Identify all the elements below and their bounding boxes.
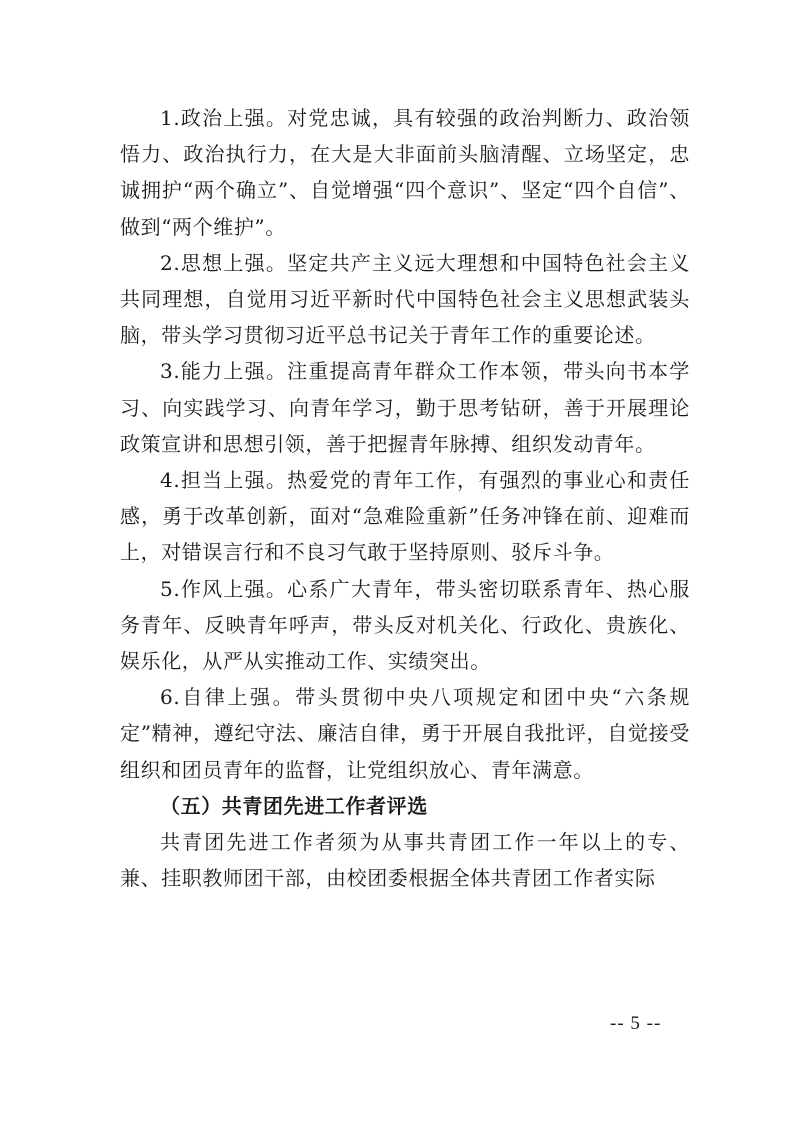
paragraph-ability: 3.能力上强。注重提高青年群众工作本领，带头向书本学习、向实践学习、向青年学习，勤于思考钻研，善于开展理论政策宣讲和思想引领，善于把握青年脉搏、组织发动青年。 <box>120 359 690 456</box>
paragraph-work-style: 5.作风上强。心系广大青年，带头密切联系青年、热心服务青年、反映青年呼声，带头反对机关化、行政化、贵族化、娱乐化，从严从实推动工作、实绩突出。 <box>120 576 690 674</box>
paragraph-self-discipline: 6.自律上强。带头贯彻中央八项规定和团中央“六条规定”精神，遵纪守法、廉洁自律，勇于开展自我批评，自觉接受组织和团员青年的监督，让党组织放心、青年满意。 <box>120 685 690 782</box>
document-page <box>120 100 690 896</box>
section-paragraph: 共青团先进工作者须为从事共青团工作一年以上的专、兼、挂职教师团干部，由校团委根据全体共青团工作者实际 <box>120 830 690 891</box>
paragraph-responsibility: 4.担当上强。热爱党的青年工作，有强烈的事业心和责任感，勇于改革创新，面对“急难险重新”任务冲锋在前、迎难而上，对错误言行和不良习气敢于坚持原则、驳斥斗争。 <box>120 468 690 565</box>
section-heading: （五）共青团先进工作者评选 <box>160 793 428 818</box>
page-number: -- 5 -- <box>610 1013 662 1034</box>
paragraph-political: 1.政治上强。对党忠诚，具有较强的政治判断力、政治领悟力、政治执行力，在大是大非面前头脑清醒、立场坚定，忠诚拥护“两个确立”、自觉增强“四个意识”、坚定“四个自信”、做到“两个维护”。 <box>120 106 690 239</box>
paragraph-ideological: 2.思想上强。坚定共产主义远大理想和中国特色社会主义共同理想，自觉用习近平新时代中国特色社会主义思想武装头脑，带头学习贯彻习近平总书记关于青年工作的重要论述。 <box>120 250 690 348</box>
